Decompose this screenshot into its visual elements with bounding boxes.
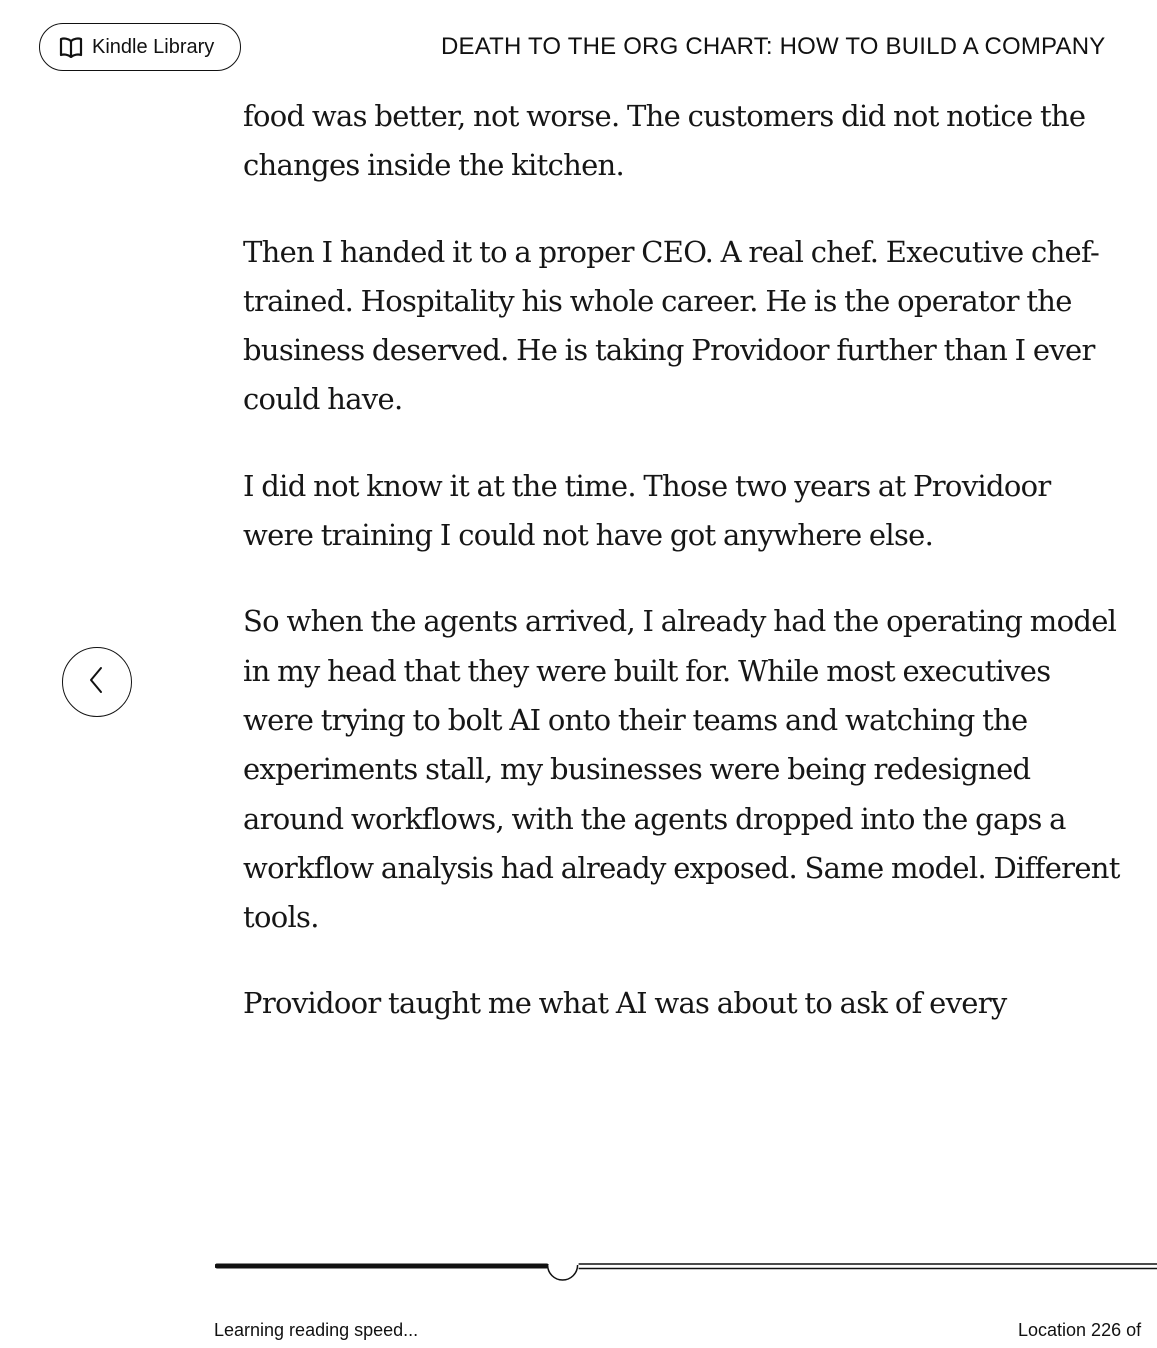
book-open-icon	[59, 36, 83, 58]
book-title: DEATH TO THE ORG CHART: HOW TO BUILD A COMPANY	[441, 33, 1106, 60]
paragraph: Then I handed it to a proper CEO. A real chef. Executive chef-trained. Hospitality his whole career. He is the operator the business deserved. He is taking Providoor further than I ever could have.	[243, 234, 1100, 417]
reading-speed-status: Learning reading speed...	[214, 1320, 419, 1340]
kindle-library-label: Kindle Library	[92, 35, 215, 58]
chevron-left-icon	[86, 664, 108, 701]
paragraph: Providoor taught me what AI was about to ask of every	[243, 986, 1007, 1021]
progress-thumb	[548, 1265, 578, 1280]
paragraph: So when the agents arrived, I already had the operating model in my head that they were built for. While most executives were trying to bolt AI onto their teams and watching the experiments stall, my businesses were being redesigned around workflows, with the agents dropped into the gaps a workflow analysis had already exposed. Same model. Different tools.	[243, 604, 1120, 935]
location-indicator: Location 226 of	[1018, 1320, 1142, 1340]
paragraph: food was better, not worse. The customers did not notice the changes inside the kitchen.	[243, 99, 1086, 183]
paragraph: I did not know it at the time. Those two years at Providoor were training I could not have got anywhere else.	[243, 468, 1051, 553]
reading-progress-slider[interactable]	[215, 1250, 1157, 1284]
kindle-library-button[interactable]	[39, 23, 241, 71]
previous-page-button[interactable]	[62, 647, 132, 717]
reading-pane	[243, 92, 1123, 1066]
